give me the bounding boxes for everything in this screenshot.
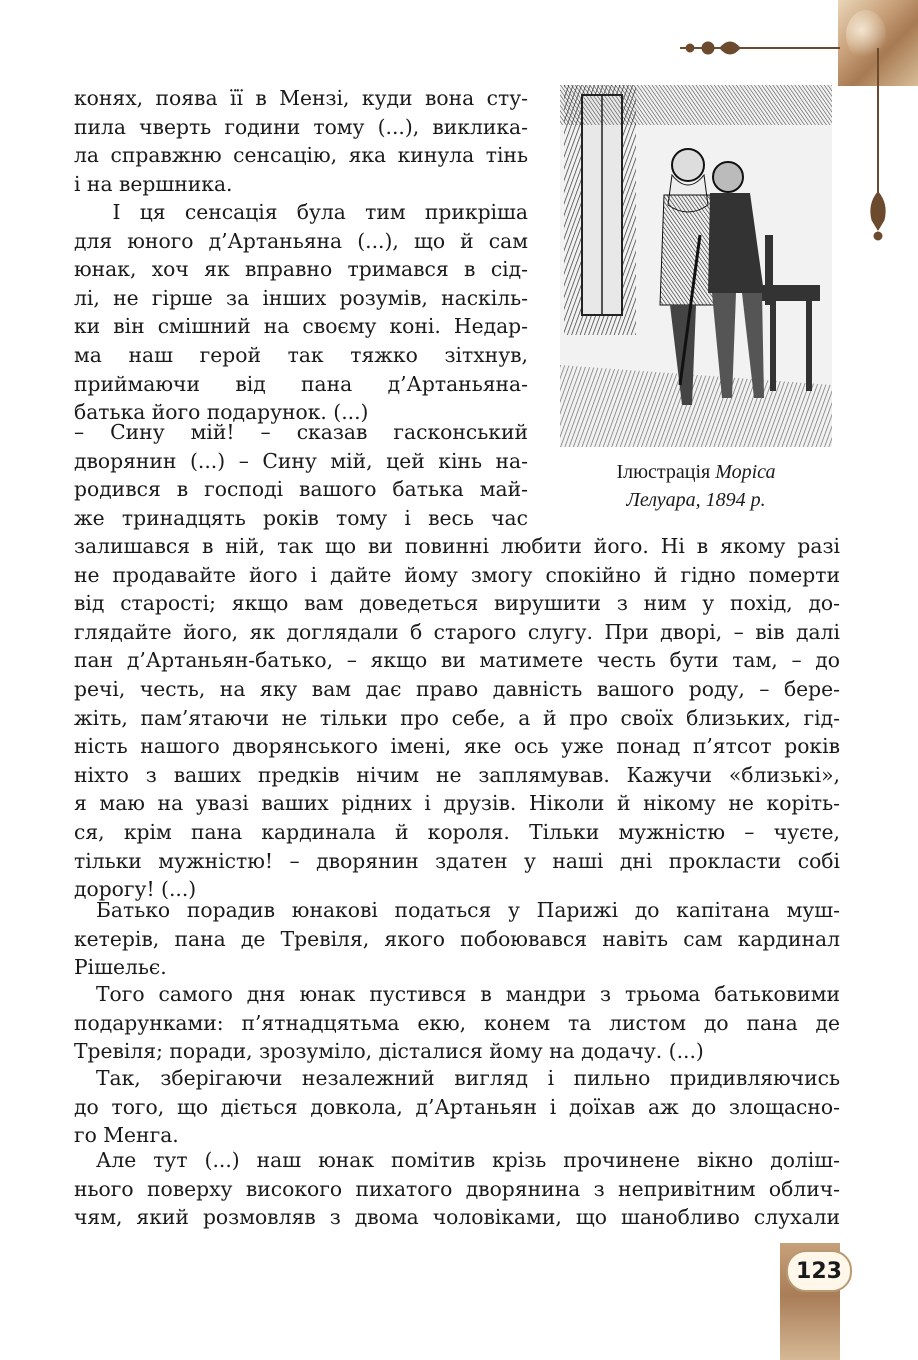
text-line: нього поверху високого пихатого дворянина з непривітним облич- [74,1176,840,1201]
text-line: I ця сенсація була тим прикріша [74,200,528,224]
text-line: лі, не гірше за інших розумів, наскіль- [74,285,528,310]
text-line: Батько порадив юнакові податься у Парижі до капітана муш- [96,898,840,922]
text-line: глядайте його, як доглядали б старого слугу. При дворі, – вів далі [74,619,840,644]
text-line: пан д’Артаньян-батько, – якщо ви матимете честь бути там, – до [74,648,840,673]
text-line: кетерів, пана де Тревіля, якого побоювався навіть сам кардинал [74,926,840,951]
text-line: пила чверть години тому (...), виклика- [74,114,528,139]
text-line: не продавайте його і дайте йому змогу спокійно й гідно померти [74,562,840,587]
engraving-illustration [560,85,832,447]
text-line: жіть, пам’ятаючи не тільки про себе, а й про своїх близьких, гід- [74,705,840,730]
text-line: і на вершника. [74,171,233,196]
text-line: родився в господі вашого батька май- [74,477,528,502]
text-line: Того самого дня юнак пустився в мандри з трьома батьковими [96,982,840,1006]
page-number: 123 [786,1250,852,1292]
caption-prefix: Ілюстрація [616,461,716,483]
text-line: для юного д’Артаньяна (...), що й сам [74,228,528,253]
caption-author-last-year: Лелуара, 1894 р. [626,489,766,511]
text-line: чям, який розмовляв з двома чоловіками, що шанобливо слухали [74,1205,840,1230]
text-line: же тринадцять років тому і весь час [74,505,528,530]
paragraph-5 [74,980,840,1066]
text-line: приймаючи від пана д’Артаньяна- [74,371,528,396]
text-line: Але тут (...) наш юнак помітив крізь прочинене вікно доліш- [96,1148,840,1172]
text-line: дворянин (...) – Сину мій, цей кінь на- [74,448,528,473]
text-line: ла справжню сенсацію, яка кинула тінь [74,143,528,168]
paragraph-6 [74,1064,840,1150]
text-line: батька його подарунок. (...) [74,400,369,425]
text-line: залишався в ній, так що ви повинні любити його. Ні в якому разі [74,534,840,558]
paragraph-top [74,84,528,198]
text-line: речі, честь, на яку вам дає право давність вашого роду, – бере- [74,676,840,701]
illustration-caption [548,458,844,514]
paragraph-2 [74,198,528,427]
paragraph-3-start [74,418,528,532]
text-line: Рішельє. [74,955,167,980]
text-line: до того, що діється довкола, д’Артаньян і доїхав аж до злощасно- [74,1094,840,1119]
text-line: Так, зберігаючи незалежний вигляд і пильно придивляючись [96,1066,840,1090]
caption-author-first: Моріса [715,461,776,483]
paragraph-3-continued [74,532,840,904]
text-line: тільки мужністю! – дворянин здатен у наші дні прокласти собі [74,848,840,873]
text-line: юнак, хоч як вправно тримався в сід- [74,257,528,282]
paragraph-7 [74,1146,840,1232]
text-line: ніхто з ваших предків нічим не заплямував. Кажучи «близькі», [74,762,840,787]
text-line: ма наш герой так тяжко зітхнув, [74,342,528,367]
text-line: ки він смішний на своєму коні. Недар- [74,314,528,339]
text-line: конях, поява її в Мензі, куди вона сту- [74,86,528,110]
text-line: го Менга. [74,1123,179,1148]
text-line: – Сину мій! – сказав гасконський [74,420,528,444]
paragraph-4 [74,896,840,982]
text-line: я маю на увазі ваших рідних і друзів. Ніколи й нікому не коріть- [74,791,840,816]
text-line: ність нашого дворянського імені, яке ось уже понад п’ятсот років [74,734,840,759]
text-line: Тревіля; поради, зрозуміло, дісталися йому на додачу. (...) [74,1039,704,1064]
text-line: ся, крім пана кардинала й короля. Тільки мужністю – чуєте, [74,819,840,844]
text-line: дорогу! (...) [74,877,197,902]
text-line: подарунками: п’ятнадцятьма екю, конем та листом до пана де [74,1010,840,1035]
text-line: від старості; якщо вам доведеться вирушити з ним у похід, до- [74,591,840,616]
